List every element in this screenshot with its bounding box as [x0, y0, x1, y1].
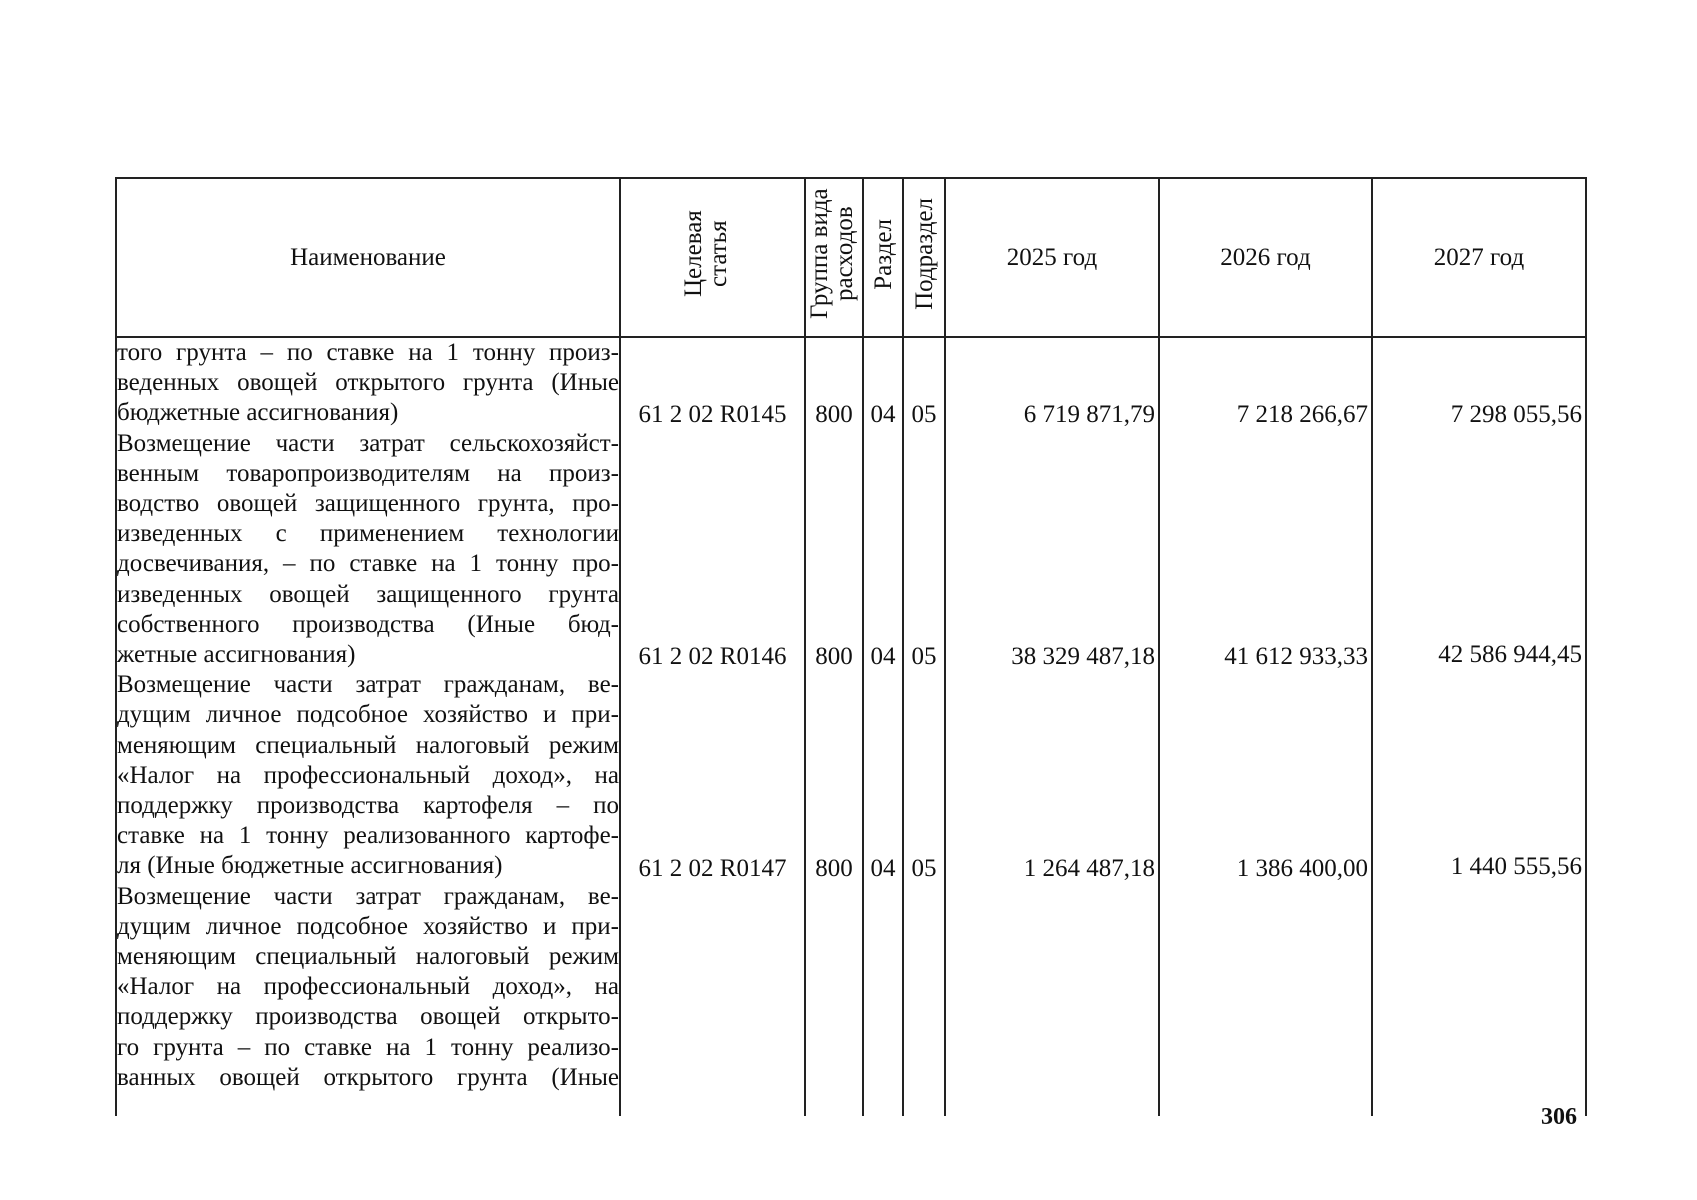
- name-line: веденных овощей открытого грунта (Иные: [117, 369, 619, 397]
- name-line: водство овощей защищенного грунта, про-: [117, 490, 619, 518]
- row-2-2025: 38 329 487,18: [1011, 643, 1155, 670]
- name-line: меняющим специальный налоговый режим: [117, 943, 619, 971]
- header-2027: 2027 год: [1372, 178, 1586, 337]
- name-line: ставке на 1 тонну реализованного картофе-: [117, 822, 619, 850]
- header-group: Группа вида расходов: [805, 178, 863, 337]
- row-1-section: 04: [870, 401, 896, 428]
- row-1-2025: 6 719 871,79: [1023, 401, 1155, 428]
- row-3-target: 61 2 02 R0147: [638, 855, 787, 882]
- name-column: [116, 337, 620, 1116]
- name-line: венным товаропроизводителям на произ-: [117, 459, 619, 487]
- header-2025: 2025 год: [945, 178, 1159, 337]
- row-2-target: 61 2 02 R0146: [638, 643, 787, 670]
- name-line: изведенных с применением технологии: [117, 520, 619, 548]
- name-line: того грунта – по ставке на 1 тонну произ-: [117, 339, 619, 366]
- header-target: Целевая статья: [620, 178, 805, 337]
- name-line: меняющим специальный налоговый режим: [117, 731, 619, 759]
- row-1-target: 61 2 02 R0145: [638, 401, 787, 428]
- budget-table: [115, 177, 1587, 1116]
- row-2-section: 04: [870, 643, 896, 670]
- table-body-row: [116, 337, 1586, 1116]
- name-line: ля (Иные бюджетные ассигнования): [117, 852, 503, 880]
- row-3-2027: 1 440 555,56: [1450, 853, 1582, 880]
- name-line: дущим личное подсобное хозяйство и при-: [117, 912, 619, 940]
- name-line: изведенных овощей защищенного грунта: [117, 580, 619, 608]
- name-line: Возмещение части затрат гражданам, ве-: [117, 671, 619, 699]
- name-line: «Налог на профессиональный доход», на: [117, 761, 619, 789]
- group-column: [805, 337, 863, 1116]
- row-3-group: 800: [815, 855, 853, 882]
- name-line: Возмещение части затрат гражданам, ве-: [117, 882, 619, 910]
- subsection-column: [903, 337, 945, 1116]
- name-line: собственного производства (Иные бюд-: [117, 610, 619, 638]
- name-line: бюджетные ассигнования): [117, 399, 399, 427]
- row-2-group: 800: [815, 643, 853, 670]
- page-number: 306: [1541, 1104, 1577, 1130]
- name-line: «Налог на профессиональный доход», на: [117, 973, 619, 1001]
- name-line: жетные ассигнования): [117, 641, 356, 669]
- name-text: [117, 338, 619, 1093]
- y2027-column: [1372, 337, 1586, 1116]
- header-subsection: Подраздел: [903, 178, 945, 337]
- row-1-subsection: 05: [911, 401, 937, 428]
- name-line: поддержку производства овощей открыто-: [117, 1003, 619, 1031]
- table-header-row: [116, 178, 1586, 337]
- name-line: го грунта – по ставке на 1 тонну реализо-: [117, 1033, 619, 1061]
- name-line: Возмещение части затрат сельскохозяйст-: [117, 429, 619, 457]
- row-2-2027: 42 586 944,45: [1438, 641, 1582, 668]
- header-section: Раздел: [863, 178, 903, 337]
- name-line: дущим личное подсобное хозяйство и при-: [117, 701, 619, 729]
- row-1-2026: 7 218 266,67: [1236, 401, 1368, 428]
- row-1-group: 800: [815, 401, 853, 428]
- y2026-column: [1159, 337, 1372, 1116]
- target-column: [620, 337, 805, 1116]
- row-1-2027: 7 298 055,56: [1450, 401, 1582, 428]
- header-2026: 2026 год: [1159, 178, 1372, 337]
- row-2-2026: 41 612 933,33: [1224, 643, 1368, 670]
- name-line: поддержку производства картофеля – по: [117, 792, 619, 820]
- row-3-subsection: 05: [911, 855, 937, 882]
- row-3-2026: 1 386 400,00: [1236, 855, 1368, 882]
- y2025-column: [945, 337, 1159, 1116]
- name-line: ванных овощей открытого грунта (Иные: [117, 1063, 619, 1091]
- row-3-2025: 1 264 487,18: [1023, 855, 1155, 882]
- section-column: [863, 337, 903, 1116]
- row-3-section: 04: [870, 855, 896, 882]
- name-line: досвечивания, – по ставке на 1 тонну про-: [117, 550, 619, 578]
- row-2-subsection: 05: [911, 643, 937, 670]
- header-name: Наименование: [116, 178, 620, 337]
